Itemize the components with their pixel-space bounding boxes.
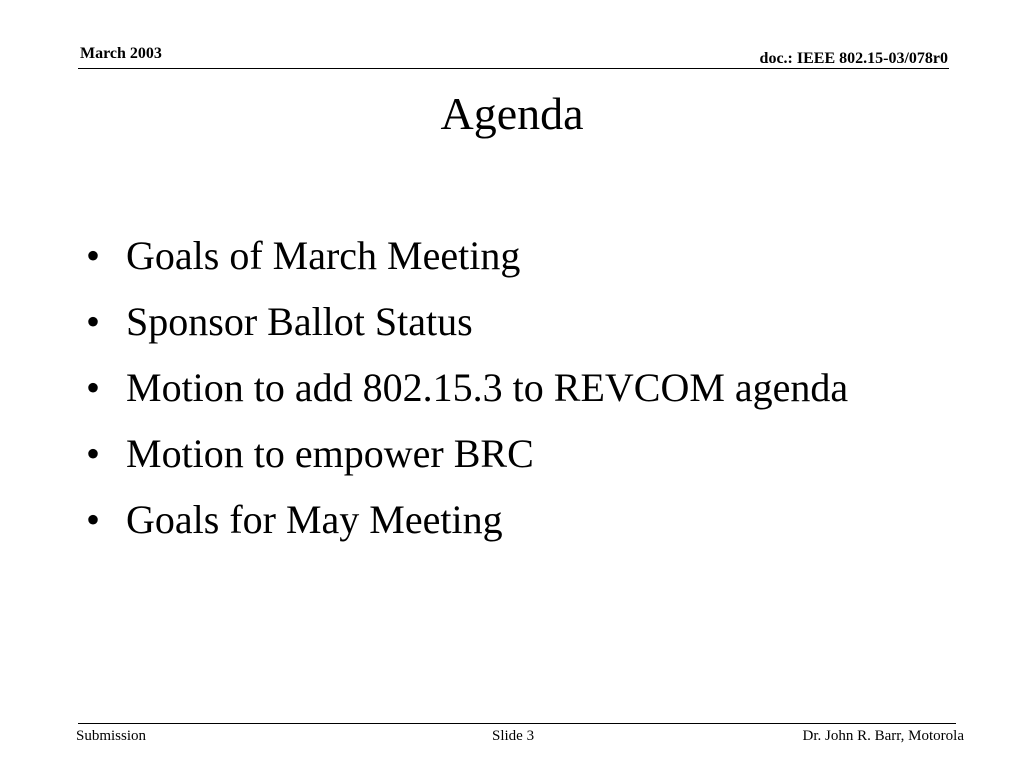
header-divider	[78, 68, 949, 69]
bullet-icon: •	[86, 365, 101, 410]
footer-author: Dr. John R. Barr, Motorola	[802, 728, 964, 744]
bullet-icon: •	[86, 497, 101, 542]
agenda-list	[86, 228, 866, 558]
agenda-item	[86, 228, 866, 284]
footer-submission: Submission	[76, 728, 147, 744]
agenda-item	[86, 426, 866, 482]
slide-title: Agenda	[440, 88, 584, 139]
bullet-icon: •	[86, 431, 101, 476]
agenda-item	[86, 294, 866, 350]
footer-slide-number: Slide 3	[492, 728, 535, 744]
bullet-icon: •	[86, 299, 101, 344]
agenda-item-text: Sponsor Ballot Status	[126, 299, 473, 344]
header-date: March 2003	[80, 45, 162, 62]
agenda-item-text: Motion to empower BRC	[126, 431, 534, 476]
bullet-icon: •	[86, 233, 101, 278]
agenda-item-text: Goals for May Meeting	[126, 497, 503, 542]
footer-divider	[78, 723, 956, 724]
agenda-item	[86, 492, 866, 548]
header-doc-id: doc.: IEEE 802.15-03/078r0	[759, 50, 948, 67]
agenda-item-text: Goals of March Meeting	[126, 233, 521, 278]
agenda-item-text: Motion to add 802.15.3 to REVCOM agenda	[126, 365, 849, 410]
agenda-item	[86, 360, 866, 416]
